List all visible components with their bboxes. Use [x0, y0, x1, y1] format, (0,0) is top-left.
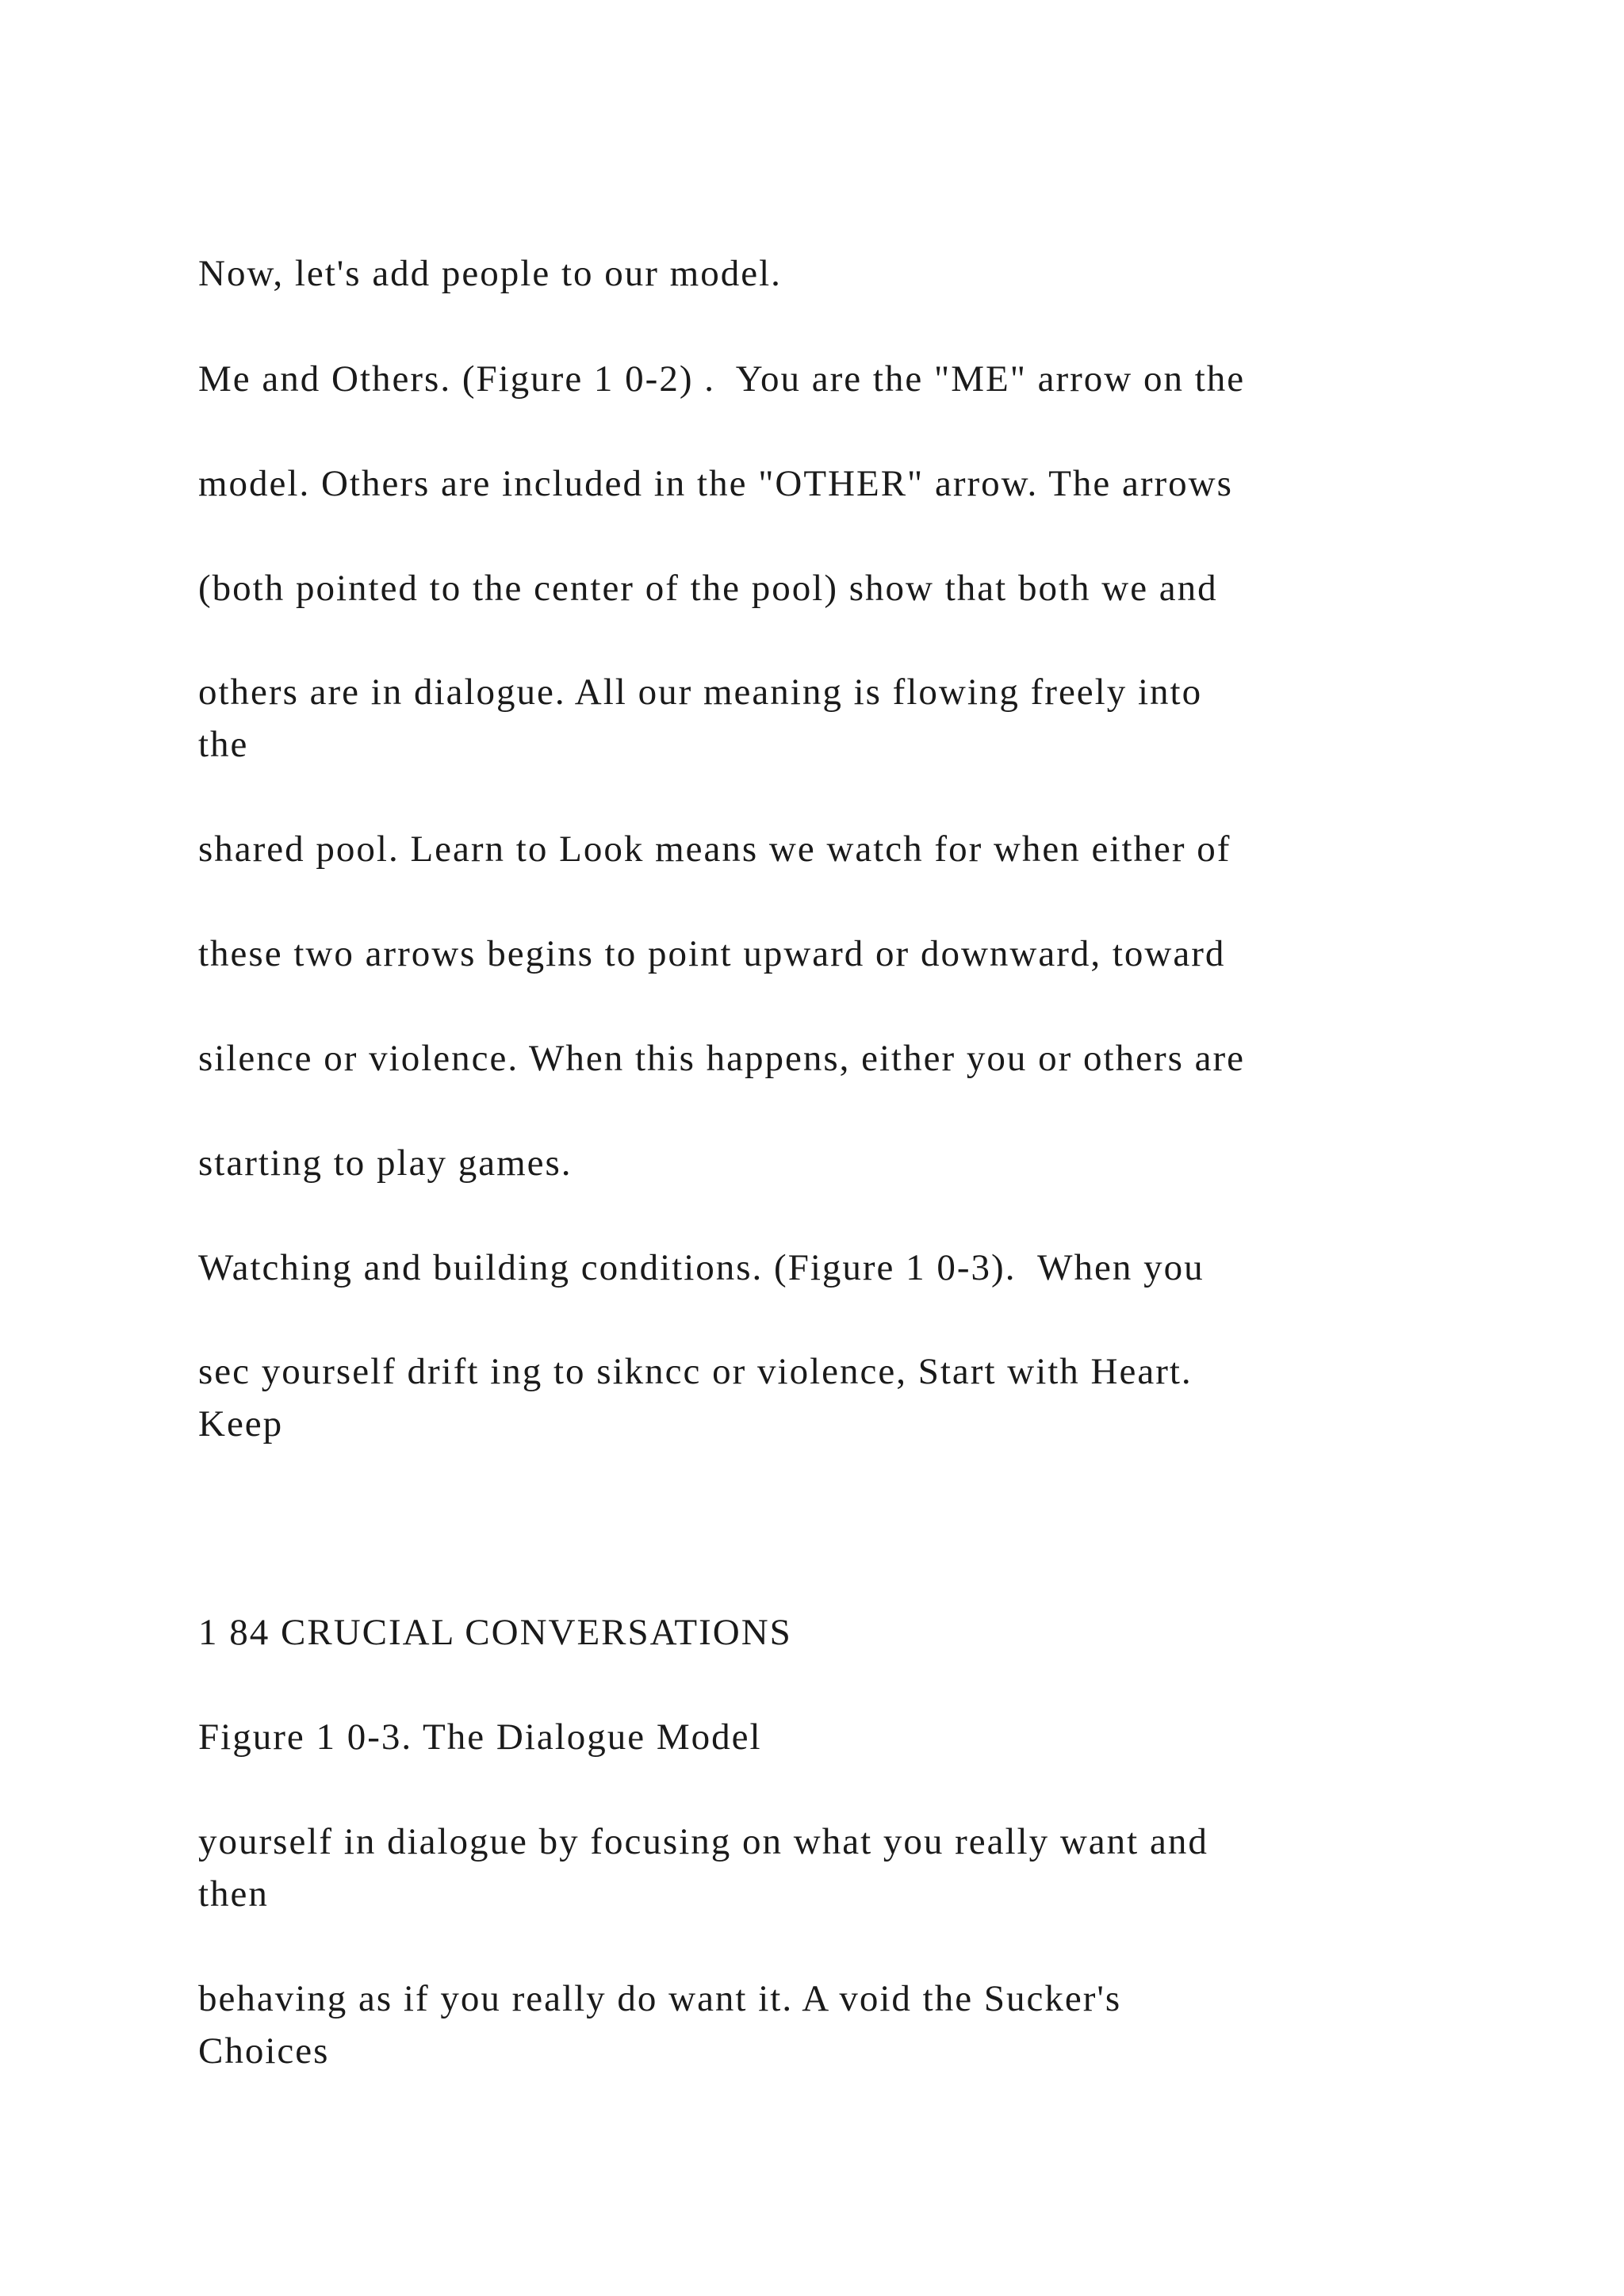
text-line: sec yourself drift ing to sikncc or violence, Start with Heart. [198, 1351, 1193, 1392]
text-line: the [198, 724, 249, 765]
text-line: starting to play games. [198, 1142, 573, 1184]
text-line: Keep [198, 1403, 284, 1445]
text-line: yourself in dialogue by focusing on what you really want and [198, 1821, 1208, 1862]
text-line: these two arrows begins to point upward or downward, toward [198, 933, 1226, 974]
text-line: Me and Others. (Figure 1 0-2) . You are the "ME" arrow on the [198, 358, 1246, 400]
text-line: Now, let's add people to our model. [198, 253, 782, 294]
text-line: then [198, 1873, 269, 1915]
text-line: others are in dialogue. All our meaning is flowing freely into [198, 672, 1203, 713]
running-header: 1 84 CRUCIAL CONVERSATIONS [198, 1612, 792, 1653]
text-line: (both pointed to the center of the pool) show that both we and [198, 568, 1218, 609]
text-line: Watching and building conditions. (Figure 1 0-3). When you [198, 1247, 1205, 1288]
figure-caption: Figure 1 0-3. The Dialogue Model [198, 1716, 762, 1758]
text-line: Choices [198, 2030, 330, 2072]
text-line: shared pool. Learn to Look means we watch for when either of [198, 828, 1231, 870]
text-line: model. Others are included in the "OTHER" arrow. The arrows [198, 463, 1233, 504]
text-line: silence or violence. When this happens, either you or others are [198, 1038, 1246, 1079]
text-line: behaving as if you really do want it. A void the Sucker's [198, 1978, 1122, 2019]
